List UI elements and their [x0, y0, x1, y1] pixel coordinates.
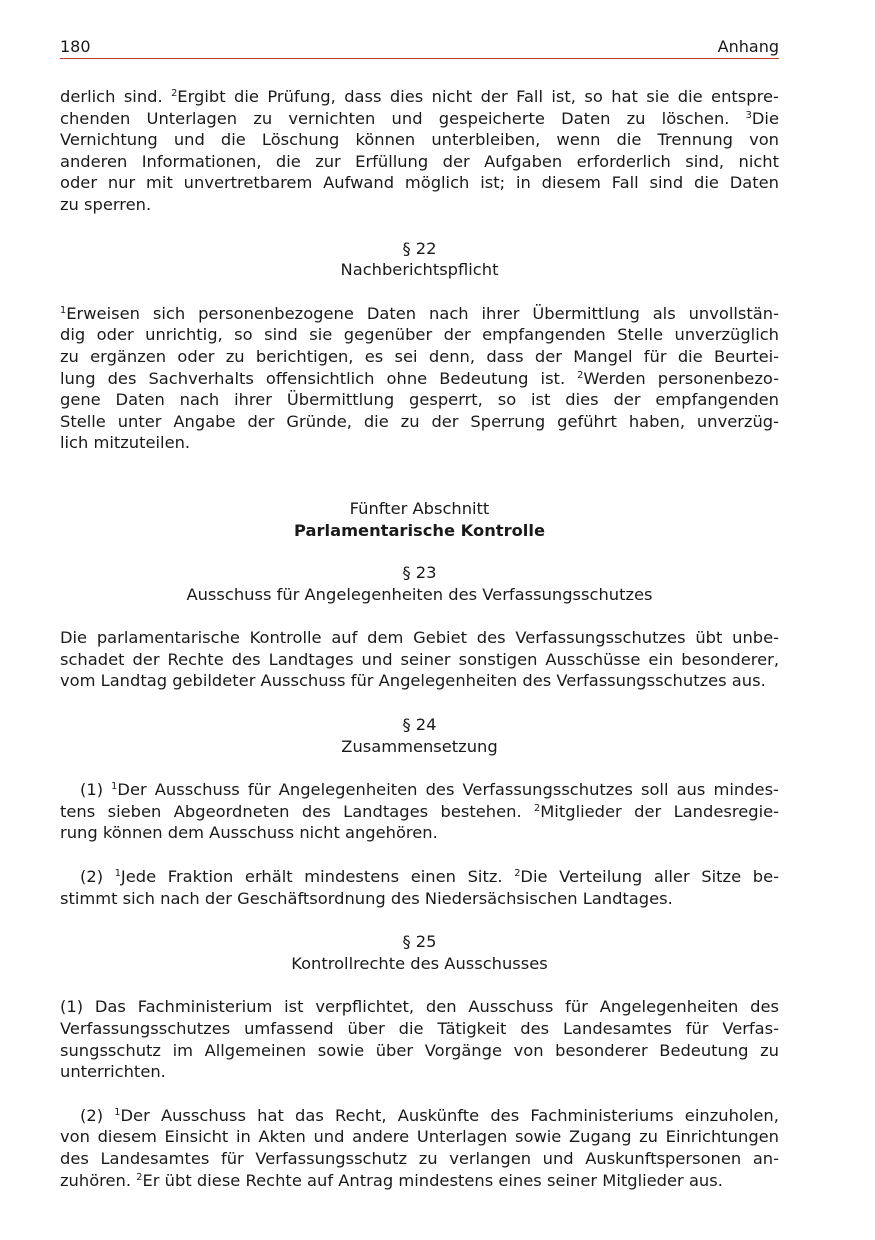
text-line: Die parlamentarische Kontrolle auf dem Gebiet des Verfassungsschutzes übt unbe-	[60, 628, 779, 648]
text-line: Stelle unter Angabe der Gründe, die zu der Sperrung geführt haben, unverzüg-	[60, 411, 779, 431]
text-line: $^1$Erweisen sich personenbezogene Daten nach ihrer Übermittlung als unvollstän-	[60, 303, 779, 323]
text-line: Vernichtung und die Löschung können unterbleiben, wenn die Trennung von	[60, 130, 779, 150]
section-title: Ausschuss für Angelegenheiten des Verfassungsschutzes	[186, 584, 653, 604]
section-number: § 24	[402, 715, 437, 735]
s22-paragraph	[60, 303, 779, 454]
page-body	[60, 86, 779, 1191]
section-title: Nachberichtspflicht	[340, 260, 499, 280]
s24-paragraph-2	[60, 866, 779, 909]
text-line: oder nur mit unvertretbarem Aufwand möglich ist; in diesem Fall sind die Daten	[60, 173, 779, 193]
text-line: zu ergänzen oder zu berichtigen, es sei denn, dass der Mangel für die Beurtei-	[60, 346, 779, 366]
text-line: lich mitzuteilen.	[60, 433, 191, 453]
running-title: Anhang	[717, 37, 779, 56]
text-line: zuhören. $^2$Er übt diese Rechte auf Antrag mindestens eines seiner Mitglieder aus.	[60, 1170, 723, 1190]
text-line: rung können dem Ausschuss nicht angehören.	[60, 823, 438, 843]
text-line: von diesem Einsicht in Akten und andere Unterlagen sowie Zugang zu Einrichtungen	[60, 1127, 779, 1147]
s23-paragraph	[60, 627, 779, 692]
text-line: (2) $^1$Der Ausschuss hat das Recht, Auskünfte des Fachministeriums einzuholen,	[80, 1105, 779, 1125]
text-line: dig oder unrichtig, so sind sie gegenüber der empfangenden Stelle unverzüglich	[60, 325, 779, 345]
section-title: Zusammensetzung	[341, 736, 498, 756]
text-line: schadet der Rechte des Landtages und seiner sonstigen Ausschüsse ein besonderer,	[60, 649, 779, 669]
page-header	[60, 36, 779, 59]
s25-paragraph-1	[60, 996, 779, 1082]
text-line: zu sperren.	[60, 194, 152, 214]
text-line: (1) Das Fachministerium ist verpflichtet, den Ausschuss für Angelegenheiten des	[60, 997, 779, 1017]
text-line: gene Daten nach ihrer Übermittlung gesperrt, so ist dies der empfangenden	[60, 390, 779, 410]
page-number: 180	[60, 37, 91, 56]
text-line: (1) $^1$Der Ausschuss für Angelegenheiten des Verfassungsschutzes soll aus mindes-	[80, 780, 779, 800]
section-number: § 23	[402, 563, 437, 583]
text-line: unterrichten.	[60, 1062, 166, 1082]
text-line: anderen Informationen, die zur Erfüllung der Aufgaben erforderlich sind, nicht	[60, 151, 779, 171]
text-line: lung des Sachverhalts ofensichtlich ohne Bedeutung ist. $^2$Werden personenbezo-	[60, 368, 779, 388]
text-line: vom Landtag gebildeter Ausschuss für Angelegenheiten des Verfassungsschutzes aus.	[60, 671, 766, 691]
text-line: Verfassungsschutzes umfassend über die Tätigkeit des Landesamtes für Verfas-	[60, 1019, 779, 1038]
text-line: sungsschutz im Allgemeinen sowie über Vorgänge von besonderer Bedeutung zu	[60, 1040, 779, 1060]
chapter-label: Fünfter Abschnitt	[349, 498, 490, 518]
text-line: tens sieben Abgeordneten des Landtages bestehen. $^2$Mitglieder der Landesregie-	[60, 801, 779, 821]
section-number: § 25	[402, 932, 437, 952]
section-number: § 22	[402, 238, 437, 258]
text-line: des Landesamtes für Verfassungsschutz zu verlangen und Auskunftspersonen an-	[60, 1148, 779, 1168]
text-line: stimmt sich nach der Geschäftsordnung des Niedersächsischen Landtages.	[60, 888, 673, 908]
intro-paragraph	[60, 86, 779, 216]
section-title: Kontrollrechte des Ausschusses	[291, 953, 548, 973]
s25-paragraph-2	[60, 1105, 779, 1191]
s24-paragraph-1	[60, 779, 779, 844]
text-line: (2) $^1$Jede Fraktion erhält mindestens einen Sitz. $^2$Die Verteilung aller Sitze be-	[80, 867, 779, 887]
text-line: chenden Unterlagen zu vernichten und gespeicherte Daten zu löschen. $^3$Die	[60, 108, 779, 128]
chapter-title: Parlamentarische Kontrolle	[293, 520, 545, 540]
text-line: derlich sind. $^2$Ergibt die Prüfung, dass dies nicht der Fall ist, so hat sie die entspre-	[60, 87, 779, 106]
